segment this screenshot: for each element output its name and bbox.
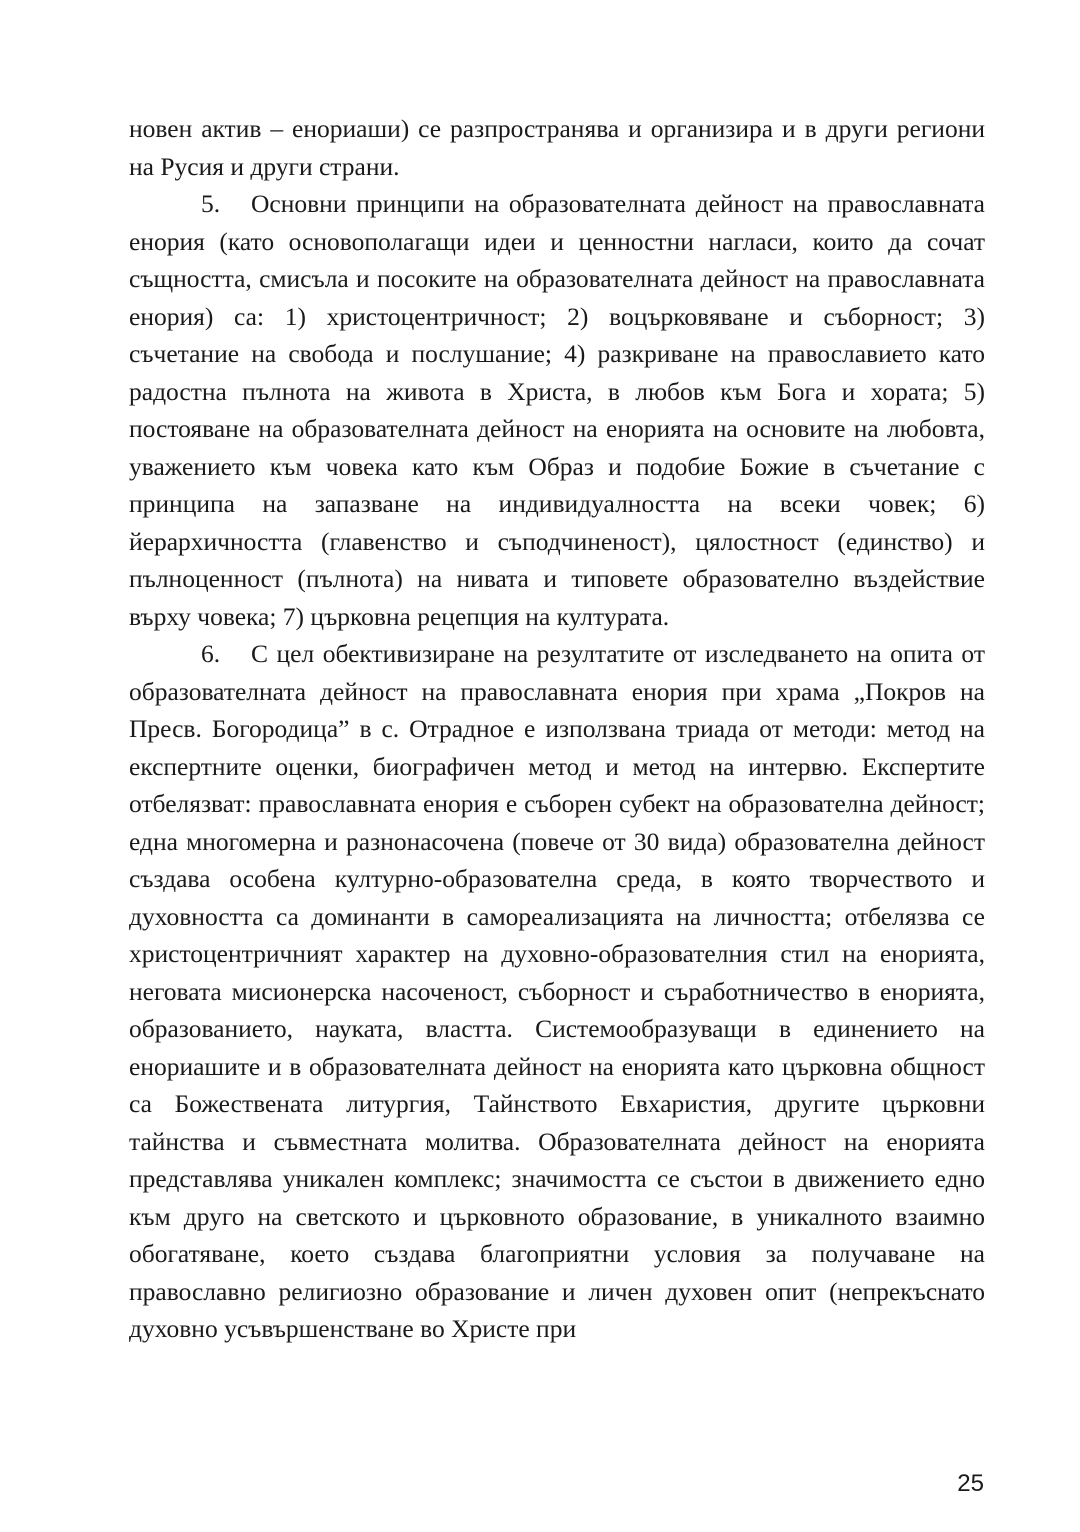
continuation-paragraph: нoвен актив – енориаши) се разпространява и организира и в други региони на Русия и други страни. xyxy=(129,114,985,181)
numbered-paragraph-5 xyxy=(129,185,985,635)
paragraph-number: 5. xyxy=(201,189,221,218)
paragraph-text: Основни принципи на образователната дейност на православната енория (като основополагащи идеи и ценностни нагласи, които да сочат същността, смисъла и посоките на образователната дейност на православната енория) са: 1) христоцентричност; 2) воцърковяване и съборност; 3) съчетание на свобода и послушание; 4) разкриване на православието като радостна пълнота на живота в Христа, в любов към Бога и хората; 5) постояване на образователната дейност на енорията на основите на любовта, уважението към човека като към Образ и подобие Божие в съчетание с принципа на запазване на индивидуалността на всеки човек; 6) йерархичността (главенство и съподчиненост), цялостност (единство) и пълноценност (пълнота) на нивата и типовете образователно въздействие върху човека; 7) църковна рецепция на културата. xyxy=(129,189,985,631)
paragraph-number: 6. xyxy=(201,639,221,668)
paragraph-text: С цел обективизиране на резултатите от изследването на опита от образователната дейност на православната енория при храма „Покров на Пресв. Богородица” в с. Отрадное е използвана триада от методи: метод на експертните оценки, биографичен метод и метод на интервю. Експертите отбелязват: православната енория е съборен субект на образователна дейност; една многомерна и разнонасочена (повече от 30 вида) образователна дейност създава особена културно-образователна среда, в която творчеството и духовността са доминанти в самореализацията на личността; отбелязва се христоцентричният характер на духовно-образователния стил на енорията, неговата мисионерска насоченост, съборност и съработничество в енорията, образованието, науката, властта. Системообразуващи в единението на енориашите и в образователната дейност на енорията като църковна общност са Божествената литургия, Тайнството Евхаристия, другите църковни тайнства и съвместната молитва. Образователната дейност на енорията представлява уникален комплекс; значимостта се състои в движението едно към друго на светското и църковното образование, в уникалното взаимно обогатяване, което създава благоприятни условия за получаване на православно религиозно образование и личен духовен опит (непрекъснато духовно усъвършенстване во Христе при xyxy=(129,639,985,1343)
body-text xyxy=(129,110,985,1348)
page-number: 25 xyxy=(957,1470,984,1497)
numbered-paragraph-6 xyxy=(129,635,985,1348)
